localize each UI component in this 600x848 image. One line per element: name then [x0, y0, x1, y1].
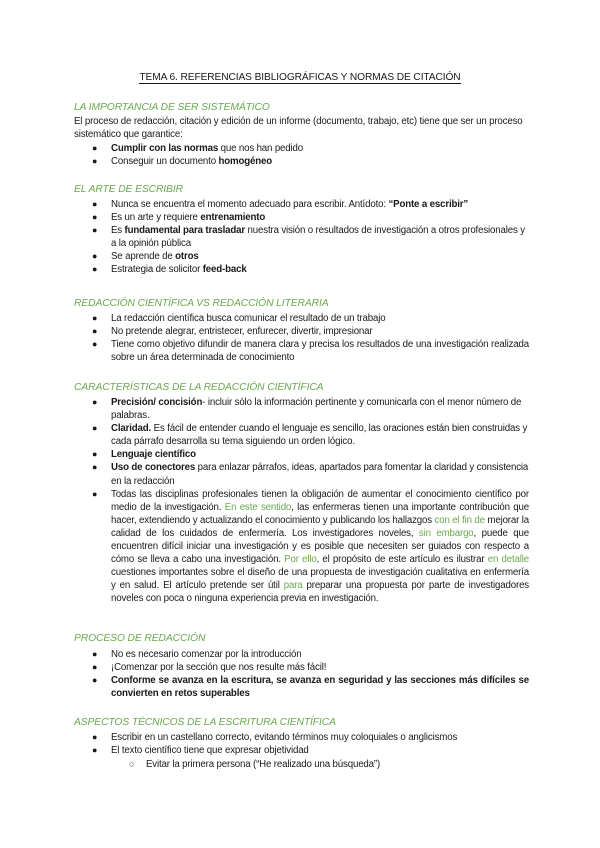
list-item: ● Todas las disciplinas profesionales tienen la obligación de aumentar el conocimiento científico por medio de la investigación. En este sentido, las enfermeras tienen una importante contribución que hacer, extendiendo y actualizando el conocimiento y publicando los hallazgos con el fin de mejorar la calidad de los cuidados de enfermería. Los investigadores noveles, sin embargo, puede que encuentren difícil iniciar una investigación y es posible que necesiten ser guiados con respecto a cómo se lleva a cabo una investigación. Por ello, el propósito de este artículo es ilustrar en detalle cuestiones importantes sobre el diseño de una propuesta de investigación cualitativa en enfermería y en salud. El artículo pretende ser útil para preparar una propuesta por parte de investigadores noveles con poca o ninguna experiencia previa en investigación. [92, 488, 529, 605]
list-redaccion-vs [0, 312, 529, 364]
list-item: ● Claridad. Es fácil de entender cuando el lenguaje es sencillo, las oraciones están bien construidas y cada párrafo desarrolla su tema siguiendo un orden lógico. [92, 423, 528, 448]
list-item: ● Conseguir un documento homogéneo [92, 156, 273, 168]
list-item: ● Nunca se encuentra el momento adecuado para escribir. Antídoto: “Ponte a escribir” [92, 199, 469, 210]
connector-highlight: para [283, 580, 303, 592]
bullet-icon: ● [92, 212, 98, 223]
heading-proceso: PROCESO DE REDACCIÓN [74, 633, 206, 644]
list-aspectos-tecnicos [0, 731, 529, 757]
connector-highlight: sin embargo [418, 527, 474, 539]
list-item: ● Escribir en un castellano correcto, evitando términos muy coloquiales o anglicismos [92, 732, 458, 743]
list-importancia [0, 142, 529, 168]
bullet-icon: ● [92, 732, 98, 742]
list-item: ● Es fundamental para trasladar nuestra visión o resultados de investigación a otros profesionales y a la opinión pública [92, 225, 525, 250]
bullet-icon: ● [92, 326, 98, 337]
bullet-icon: ● [92, 251, 98, 262]
sublist-aspectos-tecnicos [0, 758, 529, 771]
bullet-icon: ● [92, 662, 98, 673]
bullet-icon: ● [92, 462, 98, 473]
list-item: ● Estrategia de solicitor feed-back [92, 264, 247, 276]
list-item: ● Uso de conectores para enlazar párrafos, ideas, apartados para fomentar la claridad y consistencia en la redacción [92, 462, 529, 487]
list-item: ● Tiene como objetivo difundir de manera clara y precisa los resultados de una investigación realizada sobre un área determinada de conocimiento [92, 339, 529, 364]
heading-caracteristicas: CARACTERÍSTICAS DE LA REDACCIÓN CIENTÍFICA [74, 382, 324, 393]
bullet-icon: ● [92, 156, 98, 167]
list-proceso [0, 648, 529, 700]
bullet-icon: ● [92, 143, 98, 153]
bullet-icon: ● [92, 488, 98, 499]
list-item: ● Se aprende de otros [92, 251, 199, 263]
heading-redaccion-vs: REDACCIÓN CIENTÍFICA VS REDACCIÓN LITERARIA [74, 298, 329, 309]
connector-highlight: En este sentido [224, 501, 292, 513]
list-item: ● Lenguaje científico [92, 449, 196, 461]
connector-highlight: Por ello [284, 554, 317, 566]
document-title: TEMA 6. REFERENCIAS BIBLIOGRÁFICAS Y NORMAS DE CITACIÓN [139, 72, 461, 83]
heading-arte-escribir: EL ARTE DE ESCRIBIR [74, 184, 183, 195]
list-item: ● Conforme se avanza en la escritura, se avanza en seguridad y las secciones más difíciles se convierten en retos superables [92, 675, 529, 700]
bullet-icon: ● [92, 675, 98, 686]
list-caracteristicas [0, 396, 529, 606]
connector-highlight: con el fin de [434, 514, 485, 526]
bullet-icon: ● [92, 745, 98, 756]
list-arte-escribir [0, 198, 529, 277]
bullet-icon: ● [92, 313, 98, 323]
list-item: ● La redacción científica busca comunicar el resultado de un trabajo [92, 313, 386, 324]
list-item: ● Es un arte y requiere entrenamiento [92, 212, 266, 224]
intro-paragraph: El proceso de redacción, citación y edición de un informe (documento, trabajo, etc) tiene que ser un proceso sistemático que garantice: [74, 116, 523, 141]
bullet-icon: ● [92, 449, 98, 460]
list-item: ● ¡Comenzar por la sección que nos resulte más fácil! [92, 662, 327, 674]
bullet-icon: ● [92, 397, 98, 407]
sub-list-item: ○ Evitar la primera persona (“He realizado una búsqueda”) [129, 759, 381, 770]
list-item: ● Precisión/ concisión- incluir sólo la información pertinente y comunicarla con el menor número de palabras. [92, 397, 522, 422]
bullet-icon: ● [92, 339, 98, 350]
heading-aspectos-tecnicos: ASPECTOS TÉCNICOS DE LA ESCRITURA CIENTÍFICA [74, 717, 336, 728]
connector-highlight: en detalle [487, 554, 529, 566]
bullet-icon: ● [92, 199, 98, 209]
list-item: ● Cumplir con las normas que nos han pedido [92, 143, 304, 154]
bullet-icon: ● [92, 423, 98, 434]
bullet-icon: ● [92, 649, 98, 659]
hollow-bullet-icon: ○ [129, 759, 135, 769]
bullet-icon: ● [92, 264, 98, 275]
heading-importancia: LA IMPORTANCIA DE SER SISTEMÁTICO [74, 102, 270, 113]
bullet-icon: ● [92, 225, 98, 236]
list-item: ● No es necesario comenzar por la introducción [92, 649, 302, 660]
list-item: ● No pretende alegrar, entristecer, enfurecer, divertir, impresionar [92, 326, 373, 338]
list-item: ● El texto científico tiene que expresar objetividad [92, 745, 309, 757]
